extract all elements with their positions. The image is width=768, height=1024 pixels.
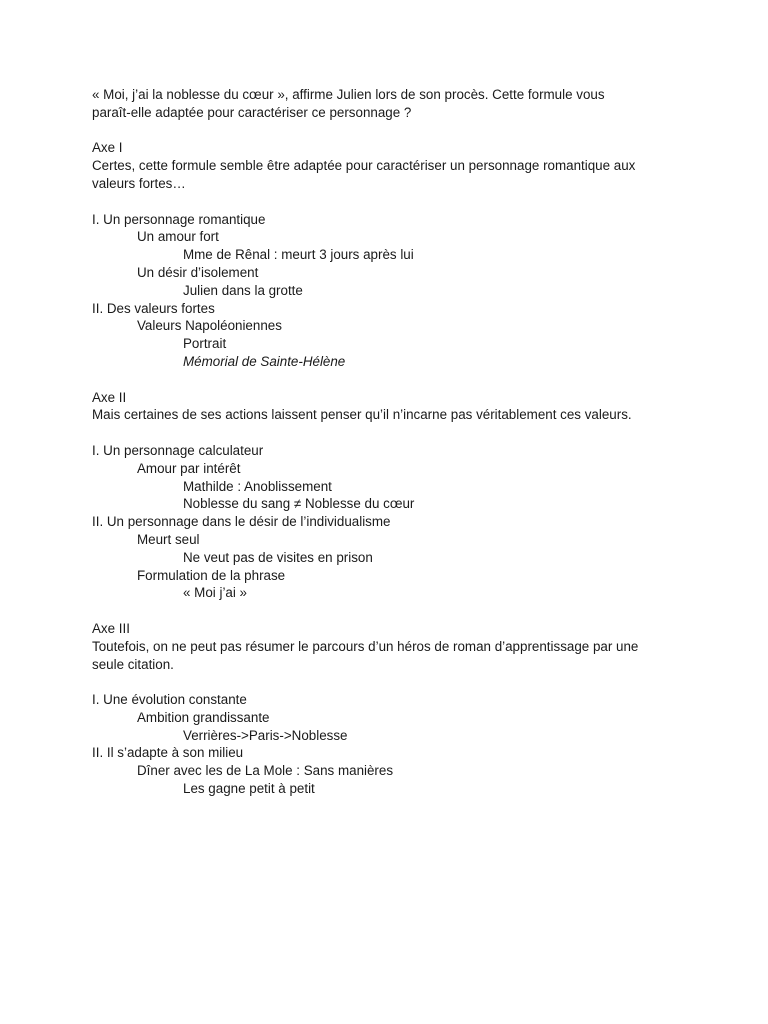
outline-item: II. Il s’adapte à son milieu [92,745,244,761]
outline-item: Amour par intérêt [137,460,241,476]
axis-intro-line: Mais certaines de ses actions laissent penser qu’il n’incarne pas véritablement ces valeurs. [92,407,632,423]
outline-item: Valeurs Napoléoniennes [137,318,282,334]
outline-item: Mme de Rênal : meurt 3 jours après lui [183,247,414,263]
axis-intro-line: seule citation. [92,656,174,672]
axis-title: Axe I [92,140,123,156]
axis-section-3 [92,620,692,798]
axis-outline [92,442,692,602]
outline-item: Les gagne petit à petit [183,781,315,797]
outline-item: Meurt seul [137,531,200,547]
axis-section-2 [92,389,692,603]
outline-item: Verrières->Paris->Noblesse [183,727,348,743]
outline-item: « Moi j’ai » [183,585,248,601]
axis-intro-line: Certes, cette formule semble être adaptée pour caractériser un personnage romantique aux [92,158,636,174]
essay-question [92,86,692,122]
outline-item: Un désir d’isolement [137,264,259,280]
outline-item: Ambition grandissante [137,709,270,725]
blank-line [92,673,692,691]
outline-item: II. Un personnage dans le désir de l’individualisme [92,514,391,530]
outline-item: Un amour fort [137,229,219,245]
outline-item: I. Un personnage romantique [92,211,266,227]
outline-item-italic: Mémorial de Sainte-Hélène [183,353,346,369]
blank-line [92,371,692,389]
axis-intro-line: valeurs fortes… [92,175,186,191]
axis-intro-line: Toutefois, on ne peut pas résumer le parcours d’un héros de roman d’apprentissage par une [92,638,639,654]
blank-line [92,193,692,211]
axis-section-1 [92,139,692,370]
blank-line [92,602,692,620]
outline-item: II. Des valeurs fortes [92,300,215,316]
blank-line [92,424,692,442]
blank-line [92,122,692,140]
axis-outline [92,211,692,371]
outline-item: Portrait [183,336,227,352]
axis-title: Axe II [92,389,127,405]
outline-item: Formulation de la phrase [137,567,286,583]
axis-outline [92,691,692,798]
outline-item: Dîner avec les de La Mole : Sans manières [137,763,394,779]
document-page [92,86,692,798]
outline-item: I. Un personnage calculateur [92,442,264,458]
outline-item: Ne veut pas de visites en prison [183,549,373,565]
outline-item: Julien dans la grotte [183,282,303,298]
outline-item: Noblesse du sang ≠ Noblesse du cœur [183,496,415,512]
question-line: « Moi, j’ai la noblesse du cœur », affirme Julien lors de son procès. Cette formule vous [92,87,605,102]
question-line: paraît-elle adaptée pour caractériser ce personnage ? [92,104,412,120]
outline-item: Mathilde : Anoblissement [183,478,332,494]
outline-item: I. Une évolution constante [92,692,247,708]
axis-title: Axe III [92,620,130,636]
